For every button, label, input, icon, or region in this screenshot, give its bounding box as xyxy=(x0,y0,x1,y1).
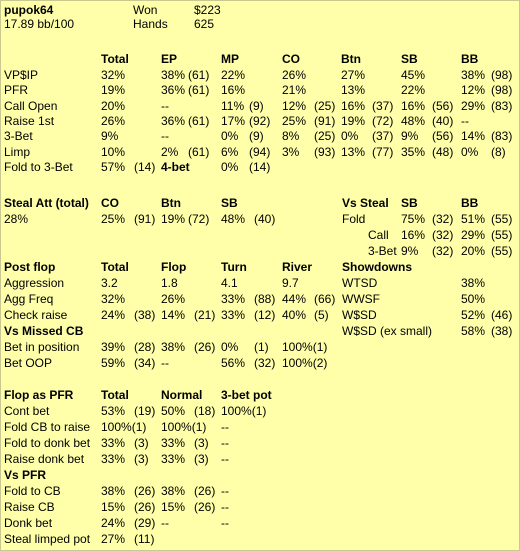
steal-header: CO xyxy=(101,196,119,210)
flop-pfr-cell: 33% xyxy=(161,452,186,466)
vs-pfr-cell: -- xyxy=(221,500,229,514)
preflop-cell: (61) xyxy=(188,144,210,159)
preflop-cell: (37) xyxy=(372,98,394,113)
postflop-row-label: Agg Freq xyxy=(4,292,54,306)
vs-pfr-row-label: Fold to CB xyxy=(4,484,61,498)
vs-steal-header: BB xyxy=(461,196,479,210)
preflop-cell: 12% xyxy=(282,98,307,113)
vs-pfr-cell: 38% xyxy=(161,484,186,498)
player-name: pupok64 xyxy=(4,3,54,17)
flop-pfr-cell: 100%(1) xyxy=(221,404,267,418)
preflop-cell: (61) xyxy=(188,68,210,82)
preflop-cell: (40) xyxy=(432,113,454,128)
preflop-cell: 45% xyxy=(401,68,426,82)
vs-pfr-cell: (26) xyxy=(194,484,216,498)
preflop-cell: (14) xyxy=(134,159,156,174)
steal-cell: 48% xyxy=(221,212,246,226)
missed-cb-row-label: Bet OOP xyxy=(4,356,53,370)
preflop-row-label: Fold to 3-Bet xyxy=(4,159,73,174)
preflop-cell: 12% xyxy=(461,83,486,98)
steal-cell: (72) xyxy=(188,212,210,226)
flop-pfr-cell: (3) xyxy=(134,452,149,466)
preflop-cell: 20% xyxy=(101,98,126,113)
bb-per-100: 17.89 bb/100 xyxy=(4,17,75,31)
vs-steal-cell: 75% xyxy=(401,212,426,226)
flop-pfr-cell: (3) xyxy=(134,436,149,450)
missed-cb-cell: 39% xyxy=(101,340,126,354)
preflop-cell: 25% xyxy=(282,113,307,128)
flop-pfr-cell: (3) xyxy=(194,436,209,450)
steal-title: Steal Att (total) xyxy=(4,196,89,210)
vs-pfr-cell: (29) xyxy=(134,516,156,530)
vs-pfr-cell: (26) xyxy=(194,500,216,514)
postflop-cell: 33% xyxy=(221,308,246,322)
steal-cell: 25% xyxy=(101,212,126,226)
preflop-cell: (56) xyxy=(432,98,454,113)
postflop-cell: (12) xyxy=(254,308,276,322)
preflop-cell: (8) xyxy=(491,144,506,159)
won-value: $223 xyxy=(194,3,221,17)
vs-pfr-row-label: Donk bet xyxy=(4,516,53,530)
preflop-cell: 0% xyxy=(461,144,479,159)
preflop-cell: 0% xyxy=(221,129,239,144)
flop-pfr-row-label: Raise donk bet xyxy=(4,452,85,466)
preflop-row-label: 3-Bet xyxy=(4,129,33,144)
preflop-cell: 14% xyxy=(461,129,486,144)
flop-pfr-header: Normal xyxy=(161,388,203,402)
preflop-cell: 0% xyxy=(221,159,239,174)
preflop-cell: 27% xyxy=(341,68,366,82)
flop-pfr-row-label: Fold CB to raise xyxy=(4,420,91,434)
postflop-cell: 4.1 xyxy=(221,276,238,290)
missed-cb-cell: 38% xyxy=(161,340,186,354)
vs-pfr-cell: 15% xyxy=(161,500,186,514)
preflop-cell: 38% xyxy=(161,68,186,82)
preflop-cell: (72) xyxy=(372,113,394,128)
missed-cb-cell: 56% xyxy=(221,356,246,370)
preflop-header: Btn xyxy=(341,52,361,66)
showdown-label: WTSD xyxy=(342,276,378,290)
vs-pfr-cell: 24% xyxy=(101,516,126,530)
postflop-cell: 32% xyxy=(101,292,126,306)
preflop-header: EP xyxy=(161,52,178,66)
steal-header: SB xyxy=(221,196,238,210)
preflop-cell: (91) xyxy=(314,113,336,128)
vs-steal-cell: (55) xyxy=(491,212,513,226)
preflop-cell: 8% xyxy=(282,129,300,144)
flop-pfr-row-label: Fold to donk bet xyxy=(4,436,91,450)
vs-steal-cell: (55) xyxy=(491,244,513,258)
vs-steal-header: SB xyxy=(401,196,418,210)
vs-pfr-cell: -- xyxy=(221,516,229,530)
preflop-cell: 36% xyxy=(161,83,186,98)
preflop-cell: 2% xyxy=(161,144,179,159)
preflop-cell: (56) xyxy=(432,129,454,144)
preflop-cell: -- xyxy=(461,113,469,128)
vs-pfr-cell: -- xyxy=(161,516,169,530)
vs-pfr-cell: (11) xyxy=(134,532,155,546)
steal-header: Btn xyxy=(161,196,181,210)
preflop-cell: 17% xyxy=(221,113,246,128)
steal-cell: (91) xyxy=(134,212,156,226)
postflop-cell: 40% xyxy=(282,308,307,322)
showdown-label: W$SD xyxy=(342,308,377,322)
preflop-cell: 35% xyxy=(401,144,426,159)
postflop-cell: 44% xyxy=(282,292,307,306)
vs-steal-row-label: 3-Bet xyxy=(368,244,397,258)
showdown-count: (38) xyxy=(491,324,513,338)
flop-pfr-cell: (3) xyxy=(194,452,209,466)
vs-steal-cell: (32) xyxy=(432,212,454,226)
missed-cb-cell: 0% xyxy=(221,340,239,354)
preflop-cell: 9% xyxy=(401,129,419,144)
preflop-cell: 22% xyxy=(221,68,246,82)
postflop-cell: (66) xyxy=(314,292,336,306)
preflop-cell: 26% xyxy=(101,113,126,128)
flop-pfr-cell: (19) xyxy=(134,404,156,418)
preflop-cell: 11% xyxy=(221,98,245,113)
vs-steal-row-label: Fold xyxy=(342,212,366,226)
vs-steal-row-label: Call xyxy=(368,228,389,242)
missed-cb-cell: 100%(2) xyxy=(282,356,328,370)
vs-pfr-row-label: Raise CB xyxy=(4,500,55,514)
showdown-label: W$SD (ex small) xyxy=(342,324,433,338)
flop-pfr-cell: -- xyxy=(221,452,229,466)
postflop-cell: (21) xyxy=(194,308,216,322)
flop-pfr-cell: 33% xyxy=(101,436,126,450)
postflop-header: Total xyxy=(101,260,129,274)
preflop-header: CO xyxy=(282,52,300,66)
vs-steal-cell: 9% xyxy=(401,244,419,258)
postflop-title: Post flop xyxy=(4,260,56,274)
flop-pfr-cell: (18) xyxy=(194,404,216,418)
preflop-cell: 9% xyxy=(101,129,119,144)
vs-pfr-cell: (26) xyxy=(134,484,156,498)
vs-steal-cell: (32) xyxy=(432,244,454,258)
flop-pfr-title: Flop as PFR xyxy=(4,388,74,402)
preflop-cell: 16% xyxy=(401,98,426,113)
showdown-count: (46) xyxy=(491,308,513,322)
postflop-cell: 3.2 xyxy=(101,276,118,290)
showdown-value: 50% xyxy=(461,292,486,306)
steal-total: 28% xyxy=(4,212,29,226)
preflop-cell: 13% xyxy=(341,83,366,98)
missed-cb-cell: (32) xyxy=(254,356,276,370)
preflop-cell: 19% xyxy=(341,113,366,128)
preflop-cell: 38% xyxy=(461,68,486,82)
preflop-cell: 29% xyxy=(461,98,486,113)
preflop-cell: (93) xyxy=(314,144,336,159)
postflop-cell: 1.8 xyxy=(161,276,178,290)
flop-pfr-cell: 33% xyxy=(161,436,186,450)
flop-pfr-cell: -- xyxy=(221,420,229,434)
preflop-cell: (37) xyxy=(372,129,394,144)
missed-cb-row-label: Bet in position xyxy=(4,340,80,354)
preflop-cell: (92) xyxy=(249,113,271,128)
preflop-header: Total xyxy=(101,52,129,66)
steal-cell: 19% xyxy=(161,212,186,226)
preflop-cell: (14) xyxy=(249,159,271,174)
vs-pfr-cell: 27% xyxy=(101,532,126,546)
postflop-header: River xyxy=(282,260,313,274)
preflop-cell: (94) xyxy=(249,144,271,159)
vs-pfr-title: Vs PFR xyxy=(4,468,47,482)
vs-pfr-cell: (26) xyxy=(134,500,156,514)
postflop-header: Turn xyxy=(221,260,247,274)
preflop-cell: (98) xyxy=(491,83,513,98)
vs-pfr-cell: 38% xyxy=(101,484,126,498)
preflop-header: SB xyxy=(401,52,418,66)
missed-cb-cell: (34) xyxy=(134,356,156,370)
preflop-row-label: Limp xyxy=(4,144,31,159)
preflop-cell: 10% xyxy=(101,144,126,159)
preflop-cell: (77) xyxy=(372,144,394,159)
showdown-value: 38% xyxy=(461,276,486,290)
preflop-cell: 36% xyxy=(161,113,186,128)
preflop-row-label: VP$IP xyxy=(4,68,39,82)
hands-value: 625 xyxy=(194,17,215,31)
won-label: Won xyxy=(133,3,158,17)
vs-steal-title: Vs Steal xyxy=(342,196,389,210)
preflop-cell: 21% xyxy=(282,83,307,98)
preflop-cell: 26% xyxy=(282,68,307,82)
preflop-cell: (48) xyxy=(432,144,454,159)
preflop-cell: 13% xyxy=(341,144,366,159)
postflop-cell: 26% xyxy=(161,292,186,306)
missed-cb-cell: -- xyxy=(161,356,169,370)
showdown-value: 52% xyxy=(461,308,486,322)
preflop-cell: (9) xyxy=(249,129,264,144)
preflop-cell: (61) xyxy=(188,113,210,128)
preflop-cell: 0% xyxy=(341,129,359,144)
postflop-cell: 24% xyxy=(101,308,126,322)
flop-pfr-cell: 100%(1) xyxy=(101,420,147,434)
missed-cb-cell: (1) xyxy=(254,340,269,354)
preflop-row-label: PFR xyxy=(4,83,28,98)
flop-pfr-cell: 53% xyxy=(101,404,126,418)
flop-pfr-cell: 100%(1) xyxy=(161,420,207,434)
preflop-cell: -- xyxy=(161,98,169,113)
preflop-cell: 32% xyxy=(101,68,126,82)
flop-pfr-cell: -- xyxy=(221,436,229,450)
preflop-cell: 4-bet xyxy=(161,159,190,174)
preflop-cell: (83) xyxy=(491,129,513,144)
preflop-cell: (98) xyxy=(491,68,513,82)
postflop-header: Flop xyxy=(161,260,187,274)
flop-pfr-cell: 33% xyxy=(101,452,126,466)
preflop-cell: (61) xyxy=(188,83,210,98)
showdown-value: 58% xyxy=(461,324,486,338)
missed-cb-cell: (26) xyxy=(194,340,216,354)
vs-steal-cell: (55) xyxy=(491,228,513,242)
showdowns-title: Showdowns xyxy=(342,260,412,274)
vs-steal-cell: (32) xyxy=(432,228,454,242)
postflop-cell: 33% xyxy=(221,292,246,306)
missed-cb-title: Vs Missed CB xyxy=(4,324,84,338)
preflop-cell: (83) xyxy=(491,98,513,113)
preflop-cell: -- xyxy=(161,129,169,144)
hands-label: Hands xyxy=(133,17,168,31)
preflop-cell: 16% xyxy=(221,83,246,98)
postflop-row-label: Aggression xyxy=(4,276,65,290)
preflop-header: MP xyxy=(221,52,239,66)
preflop-cell: 22% xyxy=(401,83,426,98)
preflop-cell: 16% xyxy=(341,98,366,113)
preflop-cell: (25) xyxy=(314,129,336,144)
vs-steal-cell: 51% xyxy=(461,212,486,226)
preflop-row-label: Call Open xyxy=(4,98,58,113)
missed-cb-cell: (28) xyxy=(134,340,156,354)
flop-pfr-cell: 50% xyxy=(161,404,186,418)
showdown-label: WWSF xyxy=(342,292,380,306)
missed-cb-cell: 59% xyxy=(101,356,126,370)
vs-steal-cell: 20% xyxy=(461,244,486,258)
vs-pfr-cell: 15% xyxy=(101,500,126,514)
postflop-cell: 14% xyxy=(161,308,186,322)
postflop-row-label: Check raise xyxy=(4,308,68,322)
postflop-cell: (5) xyxy=(314,308,329,322)
vs-pfr-row-label: Steal limped pot xyxy=(4,532,91,546)
vs-pfr-cell: -- xyxy=(221,484,229,498)
steal-cell: (40) xyxy=(254,212,276,226)
preflop-cell: 57% xyxy=(101,159,126,174)
postflop-cell: 9.7 xyxy=(282,276,299,290)
flop-pfr-header: 3-bet pot xyxy=(221,388,272,402)
preflop-row-label: Raise 1st xyxy=(4,113,55,128)
flop-pfr-row-label: Cont bet xyxy=(4,404,50,418)
preflop-cell: 6% xyxy=(221,144,239,159)
postflop-cell: (38) xyxy=(134,308,156,322)
preflop-cell: (25) xyxy=(314,98,336,113)
missed-cb-cell: 100%(1) xyxy=(282,340,328,354)
preflop-header: BB xyxy=(461,52,479,66)
preflop-cell: (9) xyxy=(249,98,264,113)
vs-steal-cell: 16% xyxy=(401,228,426,242)
postflop-cell: (88) xyxy=(254,292,276,306)
preflop-cell: 48% xyxy=(401,113,426,128)
flop-pfr-header: Total xyxy=(101,388,129,402)
vs-steal-cell: 29% xyxy=(461,228,486,242)
preflop-cell: 19% xyxy=(101,83,126,98)
preflop-cell: 3% xyxy=(282,144,300,159)
